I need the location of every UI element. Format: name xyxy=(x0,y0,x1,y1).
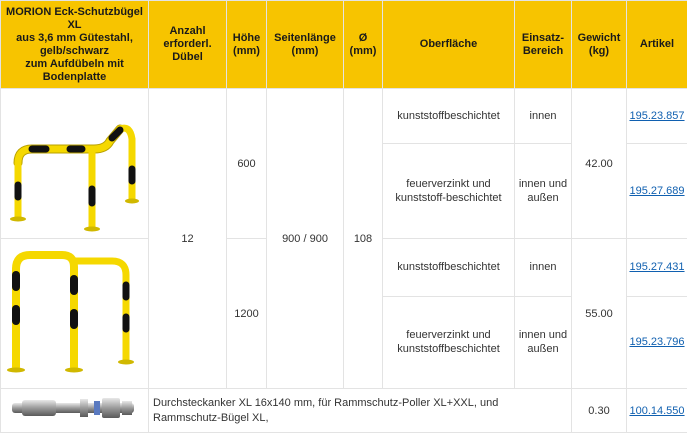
table-row xyxy=(1,389,687,433)
anchor-bolt-icon xyxy=(2,389,148,429)
gewicht-value: 42.00 xyxy=(572,89,627,239)
header-dubel: Anzahl erforderl. Dübel xyxy=(149,1,227,89)
artikel-link[interactable]: 195.23.857 xyxy=(629,110,684,122)
seitenlaenge-value: 900 / 900 xyxy=(267,89,344,389)
artikel-cell xyxy=(627,389,687,433)
oberflaeche-value: feuerverzinkt und kunststoffbeschichtet xyxy=(383,296,515,388)
durchmesser-value: 108 xyxy=(344,89,383,389)
hoehe-value: 1200 xyxy=(227,239,267,389)
artikel-cell xyxy=(627,239,687,297)
table-row xyxy=(1,89,687,144)
anchor-image xyxy=(1,389,149,433)
anchor-gewicht: 0.30 xyxy=(572,389,627,433)
header-product: MORION Eck-Schutzbügel XL aus 3,6 mm Gütestahl, gelb/schwarz zum Aufdübeln mit Bodenplatte xyxy=(1,1,149,89)
einsatz-value: innen und außen xyxy=(515,144,572,239)
einsatz-value: innen xyxy=(515,239,572,297)
header-einsatz: Einsatz- Bereich xyxy=(515,1,572,89)
artikel-cell xyxy=(627,296,687,388)
hoehe-value: 600 xyxy=(227,89,267,239)
corner-guard-600-icon xyxy=(2,89,148,235)
artikel-link[interactable]: 100.14.550 xyxy=(629,405,684,417)
dubel-value: 12 xyxy=(149,89,227,389)
header-oberflaeche: Oberfläche xyxy=(383,1,515,89)
header-seitenlaenge: Seitenlänge (mm) xyxy=(267,1,344,89)
oberflaeche-value: kunststoffbeschichtet xyxy=(383,239,515,297)
corner-guard-600-image xyxy=(1,89,149,239)
oberflaeche-value: kunststoffbeschichtet xyxy=(383,89,515,144)
header-hoehe: Höhe (mm) xyxy=(227,1,267,89)
artikel-cell xyxy=(627,144,687,239)
header-artikel: Artikel xyxy=(627,1,687,89)
header-row xyxy=(1,1,687,89)
gewicht-value: 55.00 xyxy=(572,239,627,389)
einsatz-value: innen xyxy=(515,89,572,144)
artikel-link[interactable]: 195.27.431 xyxy=(629,261,684,273)
einsatz-value: innen und außen xyxy=(515,296,572,388)
artikel-link[interactable]: 195.27.689 xyxy=(629,185,684,197)
artikel-link[interactable]: 195.23.796 xyxy=(629,336,684,348)
anchor-description: Durchsteckanker XL 16x140 mm, für Rammschutz-Poller XL+XXL, und Rammschutz-Bügel XL, xyxy=(149,389,572,433)
artikel-cell xyxy=(627,89,687,144)
oberflaeche-value: feuerverzinkt und kunststoff-beschichtet xyxy=(383,144,515,239)
corner-guard-1200-image xyxy=(1,239,149,389)
corner-guard-1200-icon xyxy=(2,239,148,385)
header-gewicht: Gewicht (kg) xyxy=(572,1,627,89)
header-durchmesser: Ø (mm) xyxy=(344,1,383,89)
